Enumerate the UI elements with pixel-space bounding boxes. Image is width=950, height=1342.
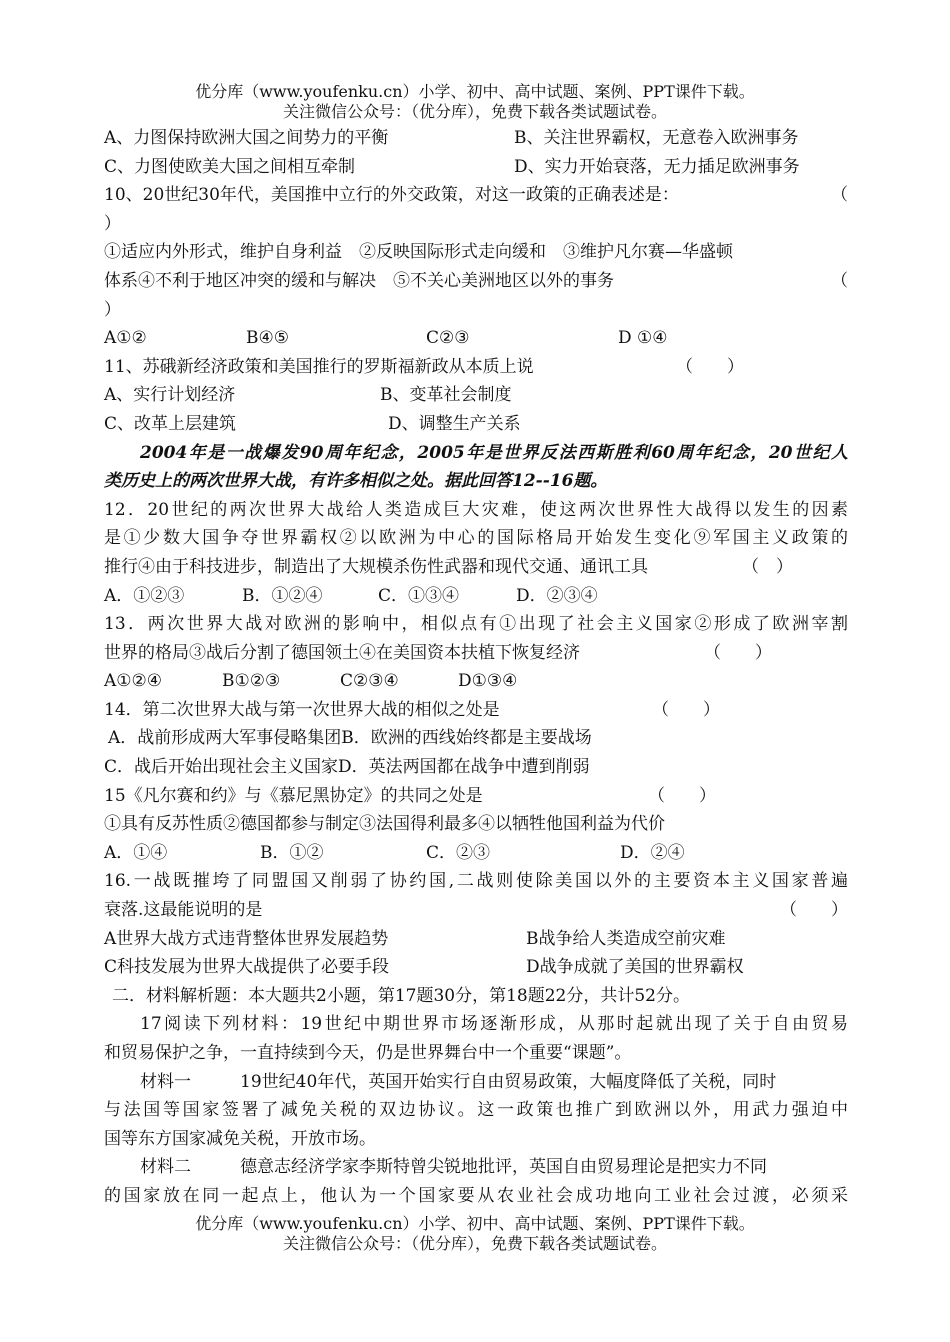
q17-material-1-label: 材料一 (140, 1071, 191, 1092)
q11-option-a: A、实行计划经济 (104, 385, 236, 406)
q13-option-b: B①②③ (222, 671, 281, 692)
q11-option-d: D、调整生产关系 (388, 413, 521, 434)
header-line-1: 优分库（www.youfenku.cn）小学、初中、高中试题、案例、PPT课件下载。 (195, 82, 755, 101)
q10-stem: 10、20世纪30年代，美国推中立行的外交政策，对这一政策的正确表述是： (104, 185, 679, 206)
q9-options-row-2 (104, 153, 848, 182)
q15-items: ①具有反苏性质②德国都参与制定③法国得利最多④以牺牲他国利益为代价 (104, 814, 665, 835)
q10-option-c: C②③ (426, 328, 470, 349)
q16-line-1: 16.一战既摧垮了同盟国又削弱了协约国,二战则使除美国以外的主要资本主义国家普遍 (104, 871, 848, 892)
q11-paren: （ ） (676, 356, 744, 377)
q16-option-b: B战争给人类造成空前灾难 (526, 928, 726, 949)
q15-option-b: B．①② (260, 842, 324, 863)
q13-option-c: C②③④ (340, 671, 399, 692)
section-2-title: 二．材料解析题：本大题共2小题，第17题30分，第18题22分，共计52分。 (112, 985, 690, 1006)
header-line-2: 关注微信公众号：（优分库），免费下载各类试题试卷。 (282, 102, 667, 121)
q9-option-d: D、实力开始衰落，无力插足欧洲事务 (514, 156, 800, 177)
q12-paren: （ ） (742, 556, 793, 577)
q16-options-row-1 (104, 925, 848, 954)
q13-paren: （ ） (704, 642, 772, 663)
q13-option-a: A①②④ (104, 671, 162, 692)
q9-options-row-1 (104, 124, 848, 153)
q17-material-2-label: 材料二 (140, 1157, 191, 1178)
q17-material-2-text-1: 德意志经济学家李斯特曾尖锐地批评，英国自由贸易理论是把实力不同 (240, 1157, 767, 1178)
q11-stem-line (104, 353, 848, 382)
q14-stem: 14．第二次世界大战与第一次世界大战的相似之处是 (104, 699, 500, 720)
q10-option-b: B④⑤ (246, 328, 289, 349)
q9-option-b: B、关注世界霸权，无意卷入欧洲事务 (514, 128, 799, 148)
intro-line-1: 2004年是一战爆发90周年纪念，2005年是世界反法西斯胜利60周年纪念，20世纪人 (140, 442, 848, 463)
q12-line-2: 是①少数大国争夺世界霸权②以欧洲为中心的国际格局开始发生变化⑨军国主义政策的 (104, 528, 848, 549)
footer-line-2: 关注微信公众号：（优分库），免费下载各类试题试卷。 (282, 1234, 667, 1253)
q16-option-c: C科技发展为世界大战提供了必要手段 (104, 957, 390, 978)
q16-line-2-row (104, 896, 848, 925)
q16-option-d: D战争成就了美国的世界霸权 (526, 957, 744, 978)
q13-line-2-row (104, 639, 848, 668)
q17-material-2-line-1 (104, 1153, 848, 1182)
q17-material-1-line-1 (104, 1068, 848, 1097)
q16-option-a: A世界大战方式违背整体世界发展趋势 (104, 928, 389, 949)
q15-option-d: D．②④ (620, 842, 685, 863)
q15-stem-line (104, 782, 848, 811)
intro-line-2: 类历史上的两次世界大战，有许多相似之处。据此回答12--16题。 (104, 471, 608, 492)
q10-paren-open: （ (831, 185, 848, 206)
q10-option-d: D ①④ (618, 328, 668, 349)
q11-options-row-2 (104, 410, 848, 439)
q9-option-c: C、力图使欧美大国之间相互牵制 (104, 156, 356, 177)
q11-option-b: B、变革社会制度 (380, 385, 512, 406)
q17-material-1-line-2: 与法国等国家签署了减免关税的双边协议。这一政策也推广到欧洲以外，用武力强迫中 (104, 1100, 848, 1121)
q17-material-1-line-3: 国等东方国家减免关税，开放市场。 (104, 1128, 376, 1149)
q13-line-1: 13．两次世界大战对欧洲的影响中，相似点有①出现了社会主义国家②形成了欧洲宰割 (104, 614, 848, 635)
q15-paren: （ ） (648, 785, 716, 806)
q12-option-b: B．①②④ (242, 585, 323, 606)
q12-option-c: C．①③④ (378, 585, 460, 606)
q14-options-cd: C．战后开始出现社会主义国家D．英法两国都在战争中遭到削弱 (104, 757, 590, 778)
q15-option-c: C．②③ (426, 842, 491, 863)
q17-line-2: 和贸易保护之争，一直持续到今天，仍是世界舞台中一个重要“课题”。 (104, 1043, 632, 1063)
q16-line-2: 衰落.这最能说明的是 (104, 900, 263, 921)
q12-line-3: 推行④由于科技进步，制造出了大规模杀伤性武器和现代交通、通讯工具 (104, 556, 648, 577)
q12-line-1: 12．20世纪的两次世界大战给人类造成巨大灾难，使这两次世界性大战得以发生的因素 (104, 499, 848, 520)
page-header (0, 82, 950, 122)
q12-option-a: A．①②③ (104, 585, 185, 606)
q9-option-a: A、力图保持欧洲大国之间势力的平衡 (104, 128, 389, 148)
q11-options-row-1 (104, 381, 848, 410)
q10-paren-close: ） (104, 213, 121, 234)
q10-items-line-1: ①适应内外形式，维护自身利益 ②反映国际形式走向缓和 ③维护凡尔赛—华盛顿 (104, 242, 733, 263)
q10-option-a: A①② (104, 328, 147, 349)
page-footer (0, 1214, 950, 1254)
q17-line-1: 17阅读下列材料：19世纪中期世界市场逐渐形成，从那时起就出现了关于自由贸易 (140, 1014, 848, 1035)
q15-option-a: A．①④ (104, 842, 168, 863)
q10-items-line-2-row (104, 267, 848, 296)
q15-options-row (104, 839, 848, 868)
q10-items-line-2: 体系④不利于地区冲突的缓和与解决 ⑤不关心美洲地区以外的事务 (104, 270, 614, 291)
q10-paren-open-2: （ (831, 270, 848, 291)
q16-paren: （ ） (780, 900, 848, 921)
q14-options-ab: A．战前形成两大军事侵略集团B．欧洲的西线始终都是主要战场 (108, 728, 592, 749)
footer-line-1: 优分库（www.youfenku.cn）小学、初中、高中试题、案例、PPT课件下载。 (195, 1214, 755, 1233)
q10-options-row (104, 324, 848, 353)
q12-options-row (104, 582, 848, 611)
q12-option-d: D．②③④ (516, 585, 598, 606)
exam-content (104, 124, 848, 1211)
q10-stem-line (104, 181, 848, 210)
q12-line-3-row (104, 553, 848, 582)
q13-options-row (104, 667, 848, 696)
q14-stem-line (104, 696, 848, 725)
q13-line-2: 世界的格局③战后分割了德国领土④在美国资本扶植下恢复经济 (104, 642, 580, 663)
q16-options-row-2 (104, 953, 848, 982)
q15-stem: 15《凡尔赛和约》与《慕尼黑协定》的共同之处是 (104, 785, 483, 806)
q11-option-c: C、改革上层建筑 (104, 413, 237, 434)
q11-stem: 11、苏硪新经济政策和美国推行的罗斯福新政从本质上说 (104, 356, 534, 377)
q17-material-1-text-1: 19世纪40年代，英国开始实行自由贸易政策，大幅度降低了关税，同时 (240, 1071, 777, 1092)
q14-paren: （ ） (652, 699, 720, 720)
q13-option-d: D①③④ (458, 671, 518, 692)
q17-material-2-line-2: 的国家放在同一起点上，他认为一个国家要从农业社会成功地向工业社会过渡，必须采 (104, 1185, 848, 1206)
q10-paren-close-2: ） (104, 299, 121, 320)
